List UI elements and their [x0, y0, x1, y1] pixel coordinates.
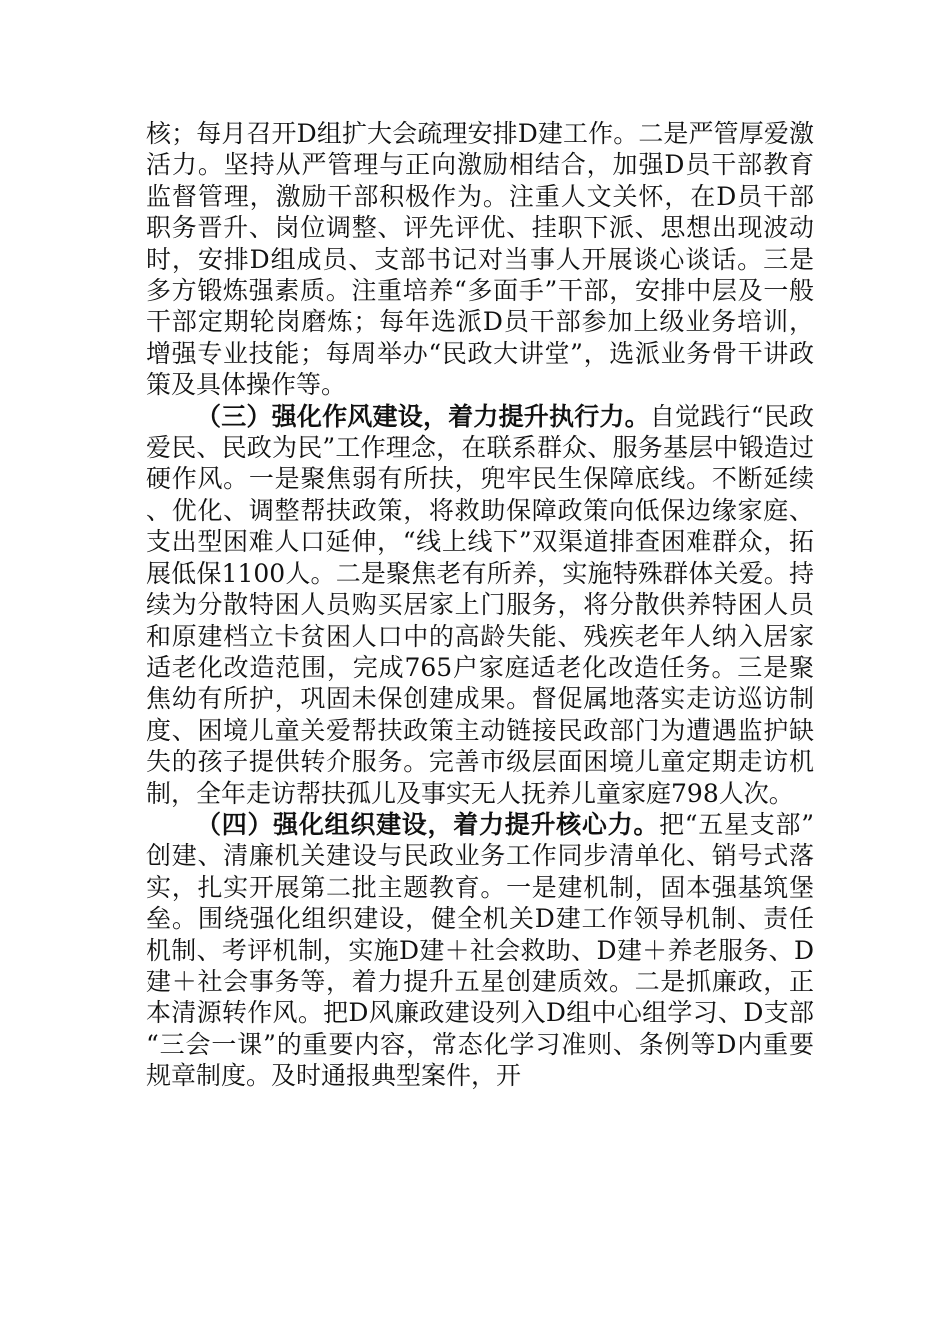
- paragraph-body: 自觉践行“民政爱民、民政为民”工作理念，在联系群众、服务基层中锻造过硬作风。一是聚焦弱有所扶，兜牢民生保障底线。不断延续、优化、调整帮扶政策，将救助保障政策向低保边缘家庭、支出型困难人口延伸，“线上线下”双渠道排查困难群众，拓展低保1100人。二是聚焦老有所养，实施特殊群体关爱。持续为分散特困人员购买居家上门服务，将分散供养特困人员和原建档立卡贫困人口中的高龄失能、残疾老年人纳入居家适老化改造范围，完成765户家庭适老化改造任务。三是聚焦幼有所护，巩固未保创建成果。督促属地落实走访巡访制度、困境儿童关爱帮扶政策主动链接民政部门为遭遇监护缺失的孩子提供转介服务。完善市级层面困境儿童定期走访机制，全年走访帮扶孤儿及事实无人抚养儿童家庭798人次。: [146, 401, 814, 808]
- document-body: [146, 118, 814, 1092]
- paragraph-body: 核；每月召开D组扩大会疏理安排D建工作。二是严管厚爱激活力。坚持从严管理与正向激励相结合，加强D员干部教育监督管理，激励干部积极作为。注重人文关怀，在D员干部职务晋升、岗位调整、评先评优、挂职下派、思想出现波动时，安排D组成员、支部书记对当事人开展谈心谈话。三是多方锻炼强素质。注重培养“多面手”干部，安排中层及一般干部定期轮岗磨炼；每年选派D员干部参加上级业务培训，增强专业技能；每周举办“民政大讲堂”，选派业务骨干讲政策及具体操作等。: [146, 119, 814, 400]
- paragraph-section-three: [146, 401, 814, 809]
- section-heading: （三）强化作风建设，着力提升执行力。: [196, 401, 650, 431]
- paragraph-body: 把“五星支部”创建、清廉机关建设与民政业务工作同步清单化、销号式落实，扎实开展第二批主题教育。一是建机制，固本强基筑堡垒。围绕强化组织建设，健全机关D建工作领导机制、责任机制、考评机制，实施D建＋社会救助、D建＋养老服务、D建＋社会事务等，着力提升五星创建质效。二是抓廉政，正本清源转作风。把D风廉政建设列入D组中心组学习、D支部“三会一课”的重要内容，常态化学习准则、条例等D内重要规章制度。及时通报典型案件，开: [146, 809, 814, 1091]
- paragraph-section-four: [146, 809, 814, 1092]
- paragraph-continued: [146, 118, 814, 401]
- section-heading: （四）强化组织建设，着力提升核心力。: [196, 809, 660, 839]
